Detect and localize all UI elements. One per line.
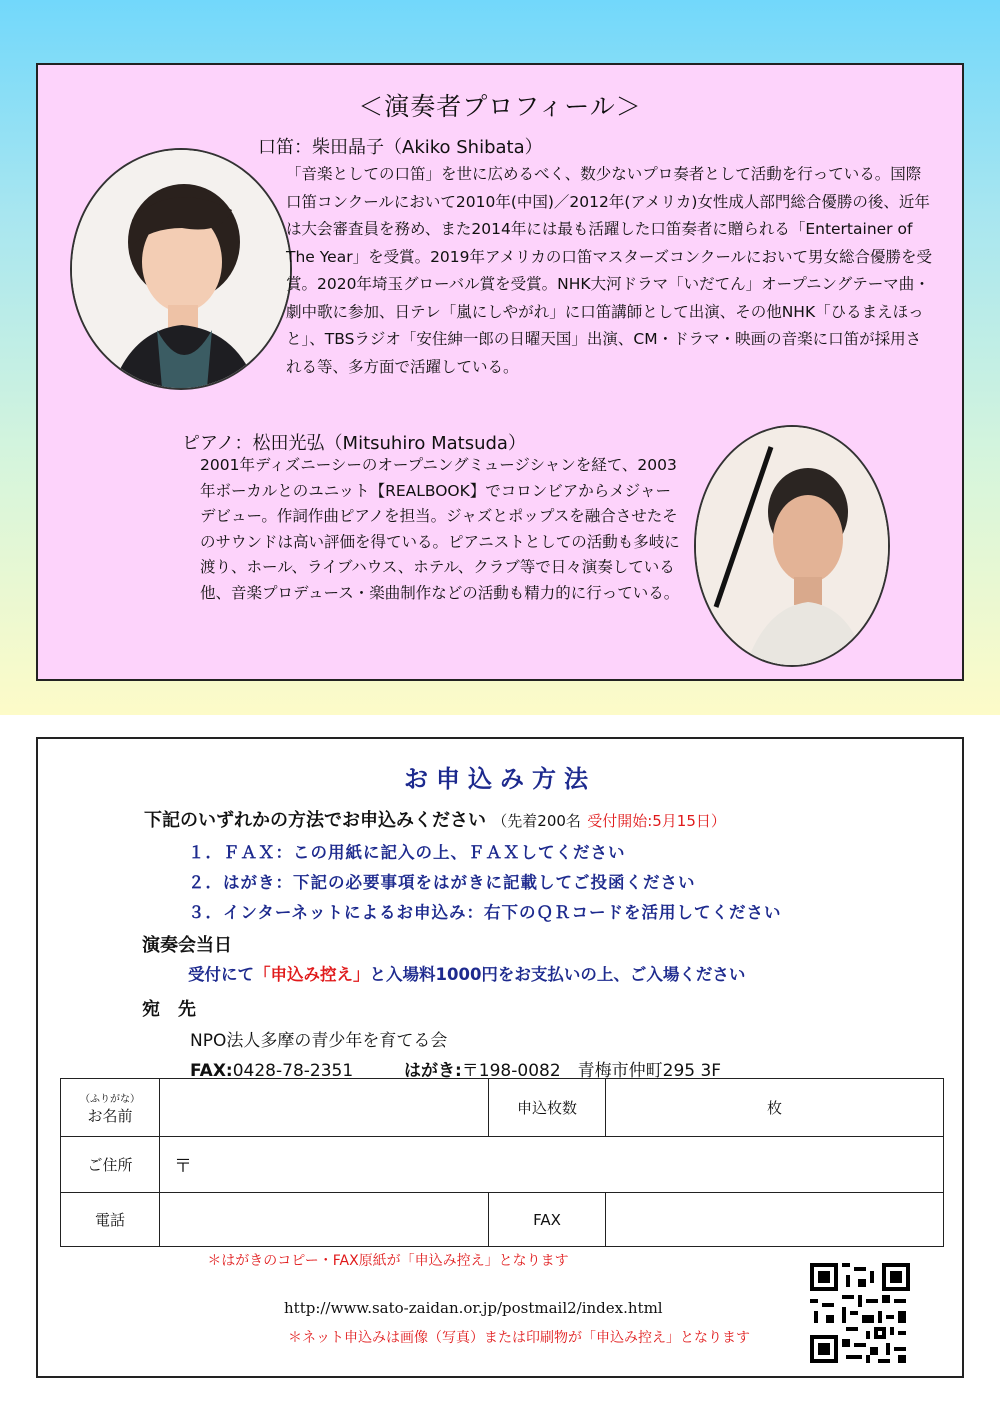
fax-label: FAX: (190, 1061, 233, 1081)
pay-receipt: 「申込み控え」 (254, 965, 370, 984)
internet-receipt-note: ＊ネット申込みは画像（写真）または印刷物が「申込み控え」となります (288, 1330, 750, 1346)
name-label-text: お名前 (87, 1106, 133, 1125)
address-field[interactable] (160, 1137, 944, 1193)
whistler-photo (70, 148, 292, 390)
name-field[interactable] (160, 1079, 489, 1137)
whistler-name: 口笛：柴田晶子（Akiko Shibata） (258, 137, 543, 158)
step-postcard: ２．はがき：下記の必要事項をはがきに記載してご投函ください (188, 873, 696, 892)
name-label (61, 1079, 160, 1137)
zip-mark: 〒 (174, 1155, 192, 1177)
address-label: ご住所 (61, 1137, 160, 1193)
application-section (36, 737, 964, 1378)
step-internet: ３．インターネットによるお申込み：右下のＱＲコードを活用してください (188, 903, 782, 922)
application-url[interactable]: http://www.sato-zaidan.or.jp/postmail2/index.html (284, 1299, 663, 1317)
ticket-count-field[interactable] (606, 1079, 944, 1137)
pianist-name: ピアノ：松田光弘（Mitsuhiro Matsuda） (182, 433, 526, 454)
pianist-bio: 2001年ディズニーシーのオープニングミュージシャンを経て、2003年ボーカルとのユニット【REALBOOK】でコロンビアからメジャーデビュー。作詞作曲ピアノを担当。ジャズとポップスを融合させたそのサウンドは高い評価を得ている。ピアニストとしての活動も多岐に渡り、ホール、ライブハウス、ホテル、クラブ等で日々演奏している他、音楽プロデュース・楽曲制作などの活動も精力的に行っている。 (200, 456, 680, 602)
ticket-count-label: 申込枚数 (489, 1079, 606, 1137)
postcard-receipt-note: ＊はがきのコピー・FAX原紙が「申込み控え」となります (207, 1253, 569, 1269)
pianist-portrait-illustration (696, 427, 888, 665)
whistler-portrait-illustration (72, 150, 290, 388)
phone-field[interactable] (160, 1193, 489, 1247)
postcard-address: 〒198-0082 青梅市仲町295 3F (461, 1061, 722, 1081)
step-fax: １．ＦＡＸ：この用紙に記入の上、ＦＡＸしてください (188, 843, 626, 862)
application-lead (144, 806, 726, 832)
organization-name: NPO法人多摩の青少年を育てる会 (190, 1031, 448, 1051)
concert-day-instructions (188, 961, 745, 985)
pay-text-1: 受付にて (188, 965, 254, 984)
fax-field-label: FAX (489, 1193, 606, 1247)
lead-start-date: 受付開始:5月15日） (587, 812, 726, 830)
lead-capacity: （先着200名 (492, 812, 581, 830)
whistler-bio: 「音楽としての口笛」を世に広めるべく、数少ないプロ奏者として活動を行っている。国際口笛コンクールにおいて2010年(中国)／2012年(アメリカ)女性成人部門総合優勝の後、近年は大会審査員を務め、また2014年には最も活躍した口笛奏者に贈られる「Entertainer of The Year」を受賞。2019年アメリカの口笛マスターズコンクールにおいて男女総合優勝を受賞。2020年埼玉グローバル賞を受賞。NHK大河ドラマ「いだてん」オープニングテーマ曲・劇中歌に参加、日テレ「嵐にしやがれ」に口笛講師として出演、その他NHK「ひるまえほっと」、TBSラジオ「安住紳一郎の日曜天国」出演、CM・ドラマ・映画の音楽に口笛が採用される等、多方面で活躍している。 (286, 165, 933, 376)
address-heading: 宛 先 (142, 999, 196, 1020)
concert-day-heading: 演奏会当日 (142, 935, 232, 956)
application-form (60, 1078, 944, 1247)
pianist-photo (694, 425, 890, 667)
application-title: お申込み方法 (404, 765, 596, 793)
profile-section (36, 63, 964, 681)
furigana-label: （ふりがな） (80, 1093, 140, 1105)
fax-field[interactable] (606, 1193, 944, 1247)
pay-text-2: と入場料1000円をお支払いの上、ご入場ください (369, 965, 746, 984)
profile-title: ＜演奏者プロフィール＞ (358, 92, 642, 121)
ticket-unit: 枚 (766, 1099, 782, 1117)
postcard-label: はがき: (403, 1061, 462, 1081)
qr-code-icon[interactable] (810, 1263, 910, 1363)
phone-label: 電話 (61, 1193, 160, 1247)
lead-text: 下記のいずれかの方法でお申込みください (144, 810, 486, 831)
fax-number: 0428-78-2351 (232, 1061, 354, 1081)
